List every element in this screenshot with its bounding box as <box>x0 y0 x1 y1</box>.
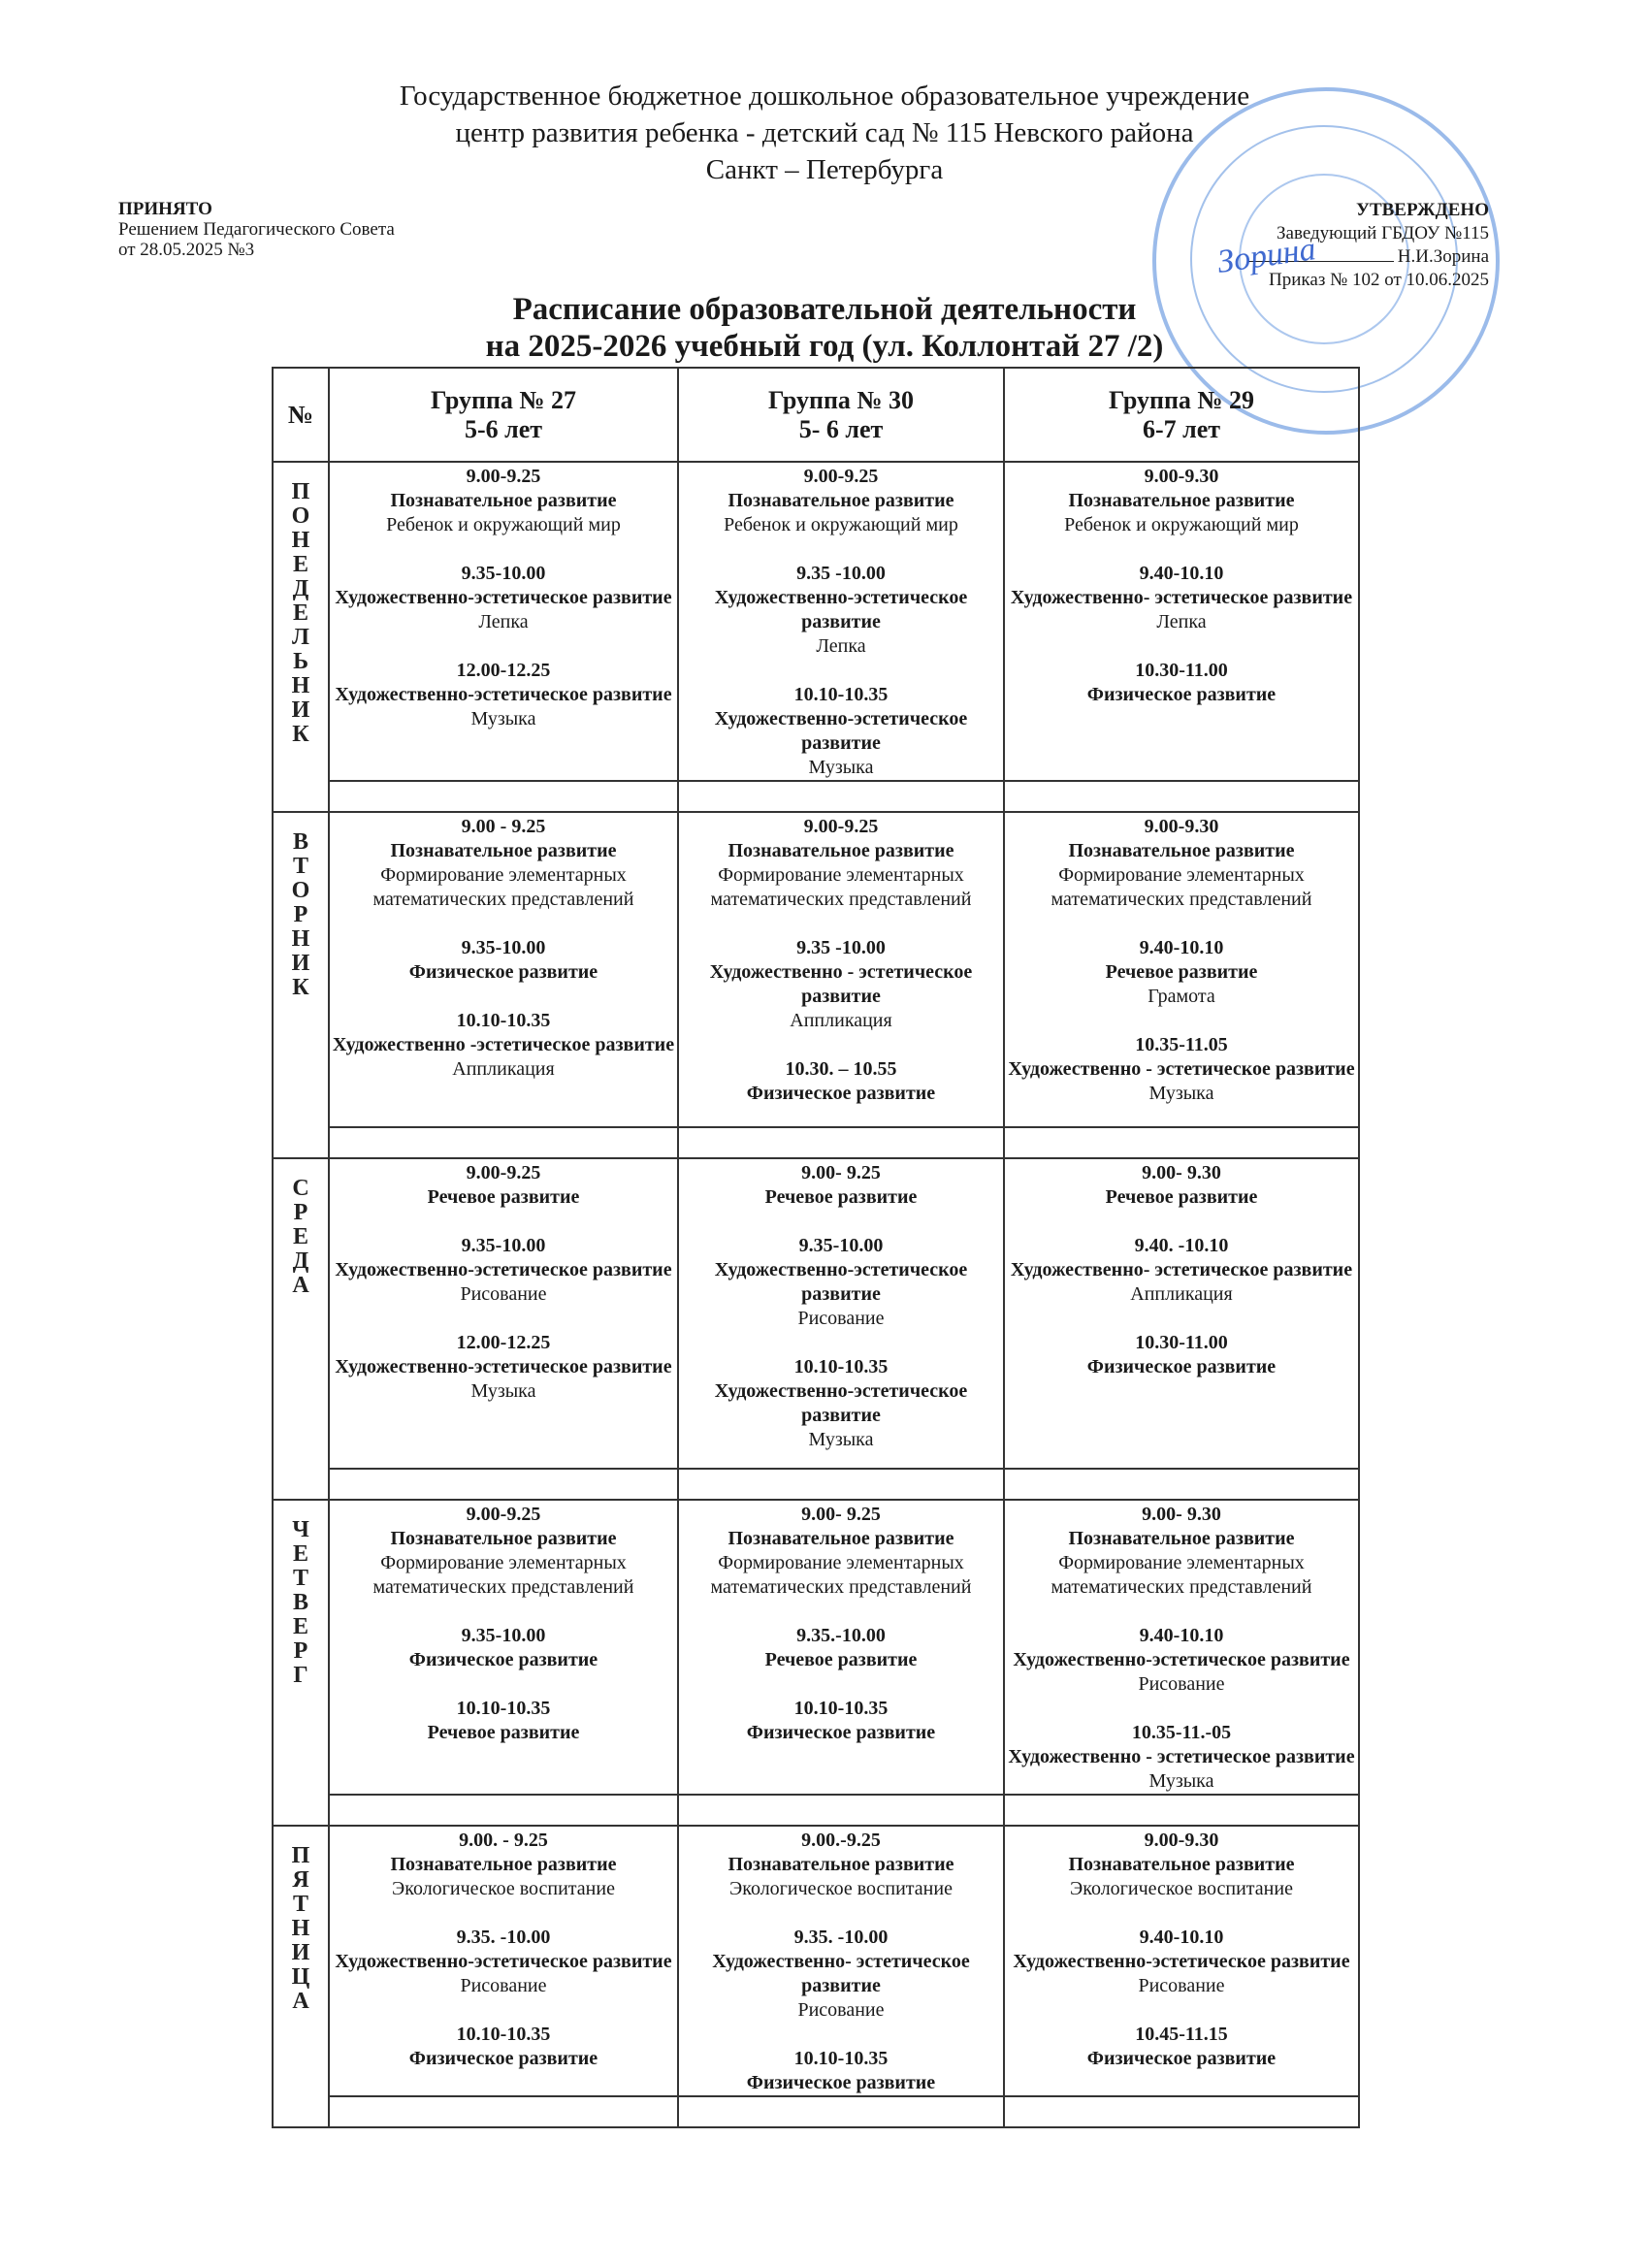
lesson-slot <box>1005 1926 1358 1998</box>
group-age: 5-6 лет <box>464 414 543 443</box>
schedule-body <box>273 462 1359 2127</box>
lesson-detail: Музыка <box>808 757 874 778</box>
day-label: ПОНЕДЕЛЬНИК <box>291 479 310 747</box>
lesson-detail: Экологическое воспитание <box>392 1878 615 1899</box>
schedule-cell <box>678 1826 1004 2096</box>
document-title-line-1: Расписание образовательной деятельности <box>512 292 1137 327</box>
empty-cell <box>1004 2096 1359 2127</box>
lesson-slot <box>330 1234 677 1307</box>
lesson-slot <box>330 936 677 985</box>
lesson-time: 10.10-10.35 <box>793 2048 889 2069</box>
lesson-area: Художественно -эстетическое развитие <box>332 1034 675 1055</box>
lesson-detail: Музыка <box>1148 1083 1214 1104</box>
lesson-time: 10.10-10.35 <box>793 1356 889 1377</box>
lesson-detail: Рисование <box>797 1308 885 1329</box>
lesson-slot <box>330 1009 677 1082</box>
lesson-area: Физическое развитие <box>746 1722 936 1743</box>
lesson-slot <box>1005 2023 1358 2071</box>
lesson-detail: Формирование элементарных математических представлений <box>372 864 634 910</box>
lesson-slot <box>330 1829 677 1901</box>
lesson-detail: Формирование элементарных математических представлений <box>1051 864 1312 910</box>
lesson-time: 9.00- 9.25 <box>801 1162 881 1183</box>
day-label: ЧЕТВЕРГ <box>292 1517 309 1688</box>
lesson-area: Познавательное развитие <box>390 1528 617 1549</box>
lesson-slot <box>679 1926 1003 2023</box>
lesson-area: Физическое развитие <box>408 1649 598 1670</box>
lesson-area: Физическое развитие <box>746 2072 936 2093</box>
lesson-area: Физическое развитие <box>746 1083 936 1104</box>
lesson-detail: Лепка <box>816 635 866 657</box>
lesson-area: Познавательное развитие <box>1068 1854 1295 1875</box>
lesson-area: Художественно-эстетическое развитие <box>714 587 968 632</box>
approved-title: УТВЕРЖДЕНО <box>1356 200 1489 220</box>
lesson-time: 10.10-10.35 <box>793 684 889 705</box>
lesson-slot <box>1005 1033 1358 1106</box>
lesson-detail: Аппликация <box>452 1058 555 1080</box>
approved-line-1: Заведующий ГБДОУ №115 <box>1277 223 1489 243</box>
lesson-area: Художественно-эстетическое развитие <box>335 1951 672 1972</box>
lesson-slot <box>679 815 1003 912</box>
day-label-cell <box>273 812 329 1158</box>
spacer-row <box>273 781 1359 812</box>
schedule-cell <box>678 462 1004 781</box>
day-row <box>273 1826 1359 2096</box>
lesson-slot <box>679 1503 1003 1600</box>
lesson-time: 10.45-11.15 <box>1135 2024 1228 2045</box>
lesson-detail: Аппликация <box>790 1010 892 1031</box>
empty-cell <box>329 1795 678 1826</box>
lesson-slot <box>679 1697 1003 1745</box>
lesson-detail: Формирование элементарных математических представлений <box>710 1552 972 1598</box>
lesson-slot <box>1005 659 1358 707</box>
accepted-line-2: от 28.05.2025 №3 <box>118 240 255 260</box>
empty-cell <box>678 1795 1004 1826</box>
lesson-area: Художественно-эстетическое развитие <box>714 1259 968 1305</box>
lesson-detail: Формирование элементарных математических представлений <box>372 1552 634 1598</box>
lesson-time: 9.35-10.00 <box>461 1625 546 1646</box>
group-29-header <box>1004 368 1359 462</box>
schedule-cell <box>329 1158 678 1469</box>
lesson-time: 10.10-10.35 <box>456 2024 551 2045</box>
lesson-slot <box>679 2047 1003 2095</box>
day-row <box>273 1158 1359 1469</box>
lesson-slot <box>679 936 1003 1033</box>
spacer-row <box>273 1795 1359 1826</box>
lesson-time: 9.00-9.25 <box>466 1162 541 1183</box>
lesson-time: 9.00-9.30 <box>1144 466 1219 487</box>
lesson-slot <box>1005 815 1358 912</box>
lesson-detail: Рисование <box>1138 1975 1225 1996</box>
lesson-slot <box>1005 1161 1358 1210</box>
lesson-area: Художественно- эстетическое развитие <box>1010 1259 1353 1280</box>
lesson-detail: Рисование <box>460 1283 547 1305</box>
lesson-slot <box>330 1697 677 1745</box>
lesson-area: Физическое развитие <box>408 2048 598 2069</box>
lesson-time: 9.00-9.25 <box>466 466 541 487</box>
lesson-time: 9.00-9.25 <box>803 466 879 487</box>
lesson-slot <box>330 1624 677 1672</box>
lesson-time: 9.00. - 9.25 <box>459 1830 548 1851</box>
schedule-cell <box>1004 462 1359 781</box>
lesson-detail: Грамота <box>1148 986 1215 1007</box>
group-age: 5- 6 лет <box>798 414 884 443</box>
schedule-cell <box>678 1500 1004 1795</box>
lesson-time: 9.00 - 9.25 <box>461 816 546 837</box>
lesson-time: 9.00-9.25 <box>466 1504 541 1525</box>
lesson-detail: Ребенок и окружающий мир <box>1064 514 1299 535</box>
lesson-area: Познавательное развитие <box>728 1854 954 1875</box>
lesson-time: 9.35. -10.00 <box>793 1927 889 1948</box>
schedule-cell <box>1004 1158 1359 1469</box>
lesson-slot <box>330 1161 677 1210</box>
lesson-time: 9.35-10.00 <box>461 1235 546 1256</box>
approved-line-3: Приказ № 102 от 10.06.2025 <box>1269 270 1489 290</box>
lesson-time: 9.00-9.30 <box>1144 1830 1219 1851</box>
lesson-area: Художественно- эстетическое развитие <box>712 1951 970 1996</box>
lesson-slot <box>330 659 677 731</box>
lesson-time: 9.40-10.10 <box>1139 1625 1224 1646</box>
lesson-area: Физическое развитие <box>408 961 598 983</box>
lesson-slot <box>679 465 1003 537</box>
document-title <box>0 291 1649 365</box>
lesson-area: Познавательное развитие <box>390 1854 617 1875</box>
document-title-line-2: на 2025-2026 учебный год (ул. Коллонтай 27 /2) <box>485 329 1164 364</box>
empty-cell <box>678 781 1004 812</box>
accepted-line-1: Решением Педагогического Совета <box>118 219 395 240</box>
lesson-slot <box>1005 1331 1358 1379</box>
empty-cell <box>1004 1795 1359 1826</box>
lesson-time: 9.00-9.25 <box>803 816 879 837</box>
org-name-line-2: центр развития ребенка - детский сад № 115 Невского района <box>455 117 1194 148</box>
lesson-slot <box>679 683 1003 780</box>
lesson-slot <box>1005 1503 1358 1600</box>
spacer-row <box>273 1469 1359 1500</box>
lesson-area: Речевое развитие <box>764 1186 918 1208</box>
org-name-line-1: Государственное бюджетное дошкольное образовательное учреждение <box>399 81 1250 112</box>
lesson-area: Художественно - эстетическое развитие <box>1008 1058 1355 1080</box>
lesson-time: 9.00- 9.25 <box>801 1504 881 1525</box>
day-label-cell <box>273 1500 329 1826</box>
lesson-area: Художественно - эстетическое развитие <box>1008 1746 1355 1767</box>
lesson-detail: Формирование элементарных математических представлений <box>1051 1552 1312 1598</box>
day-label: ПЯТНИЦА <box>291 1843 310 2014</box>
lesson-detail: Музыка <box>470 1380 536 1402</box>
lesson-area: Художественно- эстетическое развитие <box>1010 587 1353 608</box>
lesson-area: Речевое развитие <box>427 1722 580 1743</box>
lesson-slot <box>1005 936 1358 1009</box>
day-label: ВТОРНИК <box>291 829 310 1000</box>
lesson-detail: Аппликация <box>1130 1283 1233 1305</box>
spacer-row <box>273 1127 1359 1158</box>
table-header-row <box>273 368 1359 462</box>
lesson-detail: Формирование элементарных математических представлений <box>710 864 972 910</box>
lesson-time: 9.00-9.30 <box>1144 816 1219 837</box>
lesson-time: 9.35-10.00 <box>461 563 546 584</box>
schedule-cell <box>1004 1500 1359 1795</box>
group-name: Группа № 30 <box>767 385 915 414</box>
org-name-line-3: Санкт – Петербурга <box>705 154 944 185</box>
lesson-detail: Музыка <box>1148 1770 1214 1792</box>
lesson-detail: Ребенок и окружающий мир <box>724 514 958 535</box>
lesson-area: Познавательное развитие <box>1068 1528 1295 1549</box>
empty-cell <box>1004 1127 1359 1158</box>
empty-cell <box>329 2096 678 2127</box>
lesson-detail: Музыка <box>470 708 536 729</box>
lesson-time: 9.35.-10.00 <box>796 1625 886 1646</box>
lesson-time: 9.35 -10.00 <box>796 563 886 584</box>
accepted-block <box>118 199 395 260</box>
lesson-area: Познавательное развитие <box>1068 490 1295 511</box>
lesson-detail: Музыка <box>808 1429 874 1450</box>
day-label: СРЕДА <box>292 1176 309 1298</box>
schedule-cell <box>329 462 678 781</box>
lesson-detail: Рисование <box>460 1975 547 1996</box>
empty-cell <box>1004 781 1359 812</box>
lesson-detail: Лепка <box>1156 611 1207 632</box>
lesson-area: Познавательное развитие <box>728 840 954 861</box>
lesson-time: 12.00-12.25 <box>456 660 551 681</box>
schedule-cell <box>329 812 678 1127</box>
lesson-slot <box>330 1503 677 1600</box>
lesson-area: Познавательное развитие <box>390 840 617 861</box>
day-row <box>273 1500 1359 1795</box>
lesson-slot <box>1005 1234 1358 1307</box>
lesson-time: 10.10-10.35 <box>793 1698 889 1719</box>
lesson-time: 10.35-11.05 <box>1135 1034 1228 1055</box>
lesson-detail: Лепка <box>478 611 529 632</box>
lesson-time: 9.40. -10.10 <box>1134 1235 1229 1256</box>
day-label-cell <box>273 462 329 812</box>
day-label-cell <box>273 1826 329 2127</box>
lesson-slot <box>330 562 677 634</box>
lesson-area: Художественно-эстетическое развитие <box>714 708 968 754</box>
lesson-slot <box>679 1234 1003 1331</box>
lesson-area: Физическое развитие <box>1086 2048 1277 2069</box>
lesson-area: Художественно-эстетическое развитие <box>335 587 672 608</box>
lesson-area: Художественно-эстетическое развитие <box>1013 1649 1350 1670</box>
lesson-slot <box>679 1161 1003 1210</box>
lesson-area: Художественно-эстетическое развитие <box>1013 1951 1350 1972</box>
lesson-area: Художественно - эстетическое развитие <box>709 961 973 1007</box>
empty-cell <box>678 2096 1004 2127</box>
lesson-time: 10.30. – 10.55 <box>785 1058 897 1080</box>
lesson-area: Физическое развитие <box>1086 684 1277 705</box>
schedule-cell <box>678 1158 1004 1469</box>
lesson-area: Познавательное развитие <box>390 490 617 511</box>
lesson-detail: Экологическое воспитание <box>1070 1878 1293 1899</box>
lesson-area: Познавательное развитие <box>728 1528 954 1549</box>
lesson-area: Речевое развитие <box>1105 961 1258 983</box>
approved-name: Н.И.Зорина <box>1397 246 1489 267</box>
lesson-time: 9.00- 9.30 <box>1142 1504 1221 1525</box>
lesson-slot <box>330 1331 677 1404</box>
empty-cell <box>329 1127 678 1158</box>
lesson-area: Речевое развитие <box>764 1649 918 1670</box>
schedule-table <box>272 367 1360 2128</box>
lesson-detail: Ребенок и окружающий мир <box>386 514 621 535</box>
empty-cell <box>678 1469 1004 1500</box>
spacer-row <box>273 2096 1359 2127</box>
lesson-detail: Экологическое воспитание <box>729 1878 953 1899</box>
lesson-slot <box>679 1355 1003 1452</box>
lesson-time: 9.40-10.10 <box>1139 937 1224 958</box>
lesson-slot <box>679 562 1003 659</box>
lesson-slot <box>330 1926 677 1998</box>
lesson-time: 9.35-10.00 <box>461 937 546 958</box>
lesson-area: Речевое развитие <box>427 1186 580 1208</box>
lesson-slot <box>330 2023 677 2071</box>
schedule-cell <box>329 1500 678 1795</box>
lesson-slot <box>1005 1721 1358 1794</box>
lesson-area: Художественно-эстетическое развитие <box>335 1259 672 1280</box>
handwritten-signature: Зорина <box>1214 231 1318 280</box>
lesson-area: Художественно-эстетическое развитие <box>714 1380 968 1426</box>
schedule-cell <box>329 1826 678 2096</box>
lesson-time: 9.40-10.10 <box>1139 563 1224 584</box>
lesson-slot <box>1005 1624 1358 1697</box>
day-row <box>273 812 1359 1127</box>
lesson-time: 9.35-10.00 <box>798 1235 884 1256</box>
group-age: 6-7 лет <box>1142 414 1221 443</box>
group-27-header <box>329 368 678 462</box>
empty-cell <box>329 1469 678 1500</box>
lesson-slot <box>679 1057 1003 1106</box>
lesson-time: 10.35-11.-05 <box>1131 1722 1232 1743</box>
lesson-slot <box>1005 562 1358 634</box>
schedule-cell <box>1004 812 1359 1127</box>
lesson-detail: Рисование <box>797 1999 885 2021</box>
lesson-slot <box>679 1624 1003 1672</box>
empty-cell <box>678 1127 1004 1158</box>
lesson-time: 9.00- 9.30 <box>1142 1162 1221 1183</box>
column-number-header: № <box>273 368 329 462</box>
lesson-time: 9.40-10.10 <box>1139 1927 1224 1948</box>
lesson-time: 10.30-11.00 <box>1135 660 1228 681</box>
schedule-cell <box>678 812 1004 1127</box>
lesson-time: 12.00-12.25 <box>456 1332 551 1353</box>
lesson-area: Художественно-эстетическое развитие <box>335 1356 672 1377</box>
lesson-slot <box>330 465 677 537</box>
lesson-slot <box>1005 1829 1358 1901</box>
day-label-cell <box>273 1158 329 1500</box>
lesson-slot <box>1005 465 1358 537</box>
schedule-cell <box>1004 1826 1359 2096</box>
lesson-area: Познавательное развитие <box>1068 840 1295 861</box>
group-name: Группа № 27 <box>430 385 577 414</box>
lesson-time: 10.10-10.35 <box>456 1010 551 1031</box>
lesson-area: Художественно-эстетическое развитие <box>335 684 672 705</box>
group-30-header <box>678 368 1004 462</box>
lesson-time: 10.10-10.35 <box>456 1698 551 1719</box>
lesson-area: Речевое развитие <box>1105 1186 1258 1208</box>
lesson-area: Познавательное развитие <box>728 490 954 511</box>
group-name: Группа № 29 <box>1108 385 1255 414</box>
empty-cell <box>329 781 678 812</box>
empty-cell <box>1004 1469 1359 1500</box>
lesson-time: 9.35. -10.00 <box>456 1927 551 1948</box>
lesson-detail: Рисование <box>1138 1673 1225 1695</box>
lesson-slot <box>679 1829 1003 1901</box>
lesson-slot <box>330 815 677 912</box>
lesson-time: 10.30-11.00 <box>1135 1332 1228 1353</box>
lesson-time: 9.00.-9.25 <box>801 1830 881 1851</box>
day-row <box>273 462 1359 781</box>
accepted-title: ПРИНЯТО <box>118 199 212 219</box>
lesson-area: Физическое развитие <box>1086 1356 1277 1377</box>
lesson-time: 9.35 -10.00 <box>796 937 886 958</box>
